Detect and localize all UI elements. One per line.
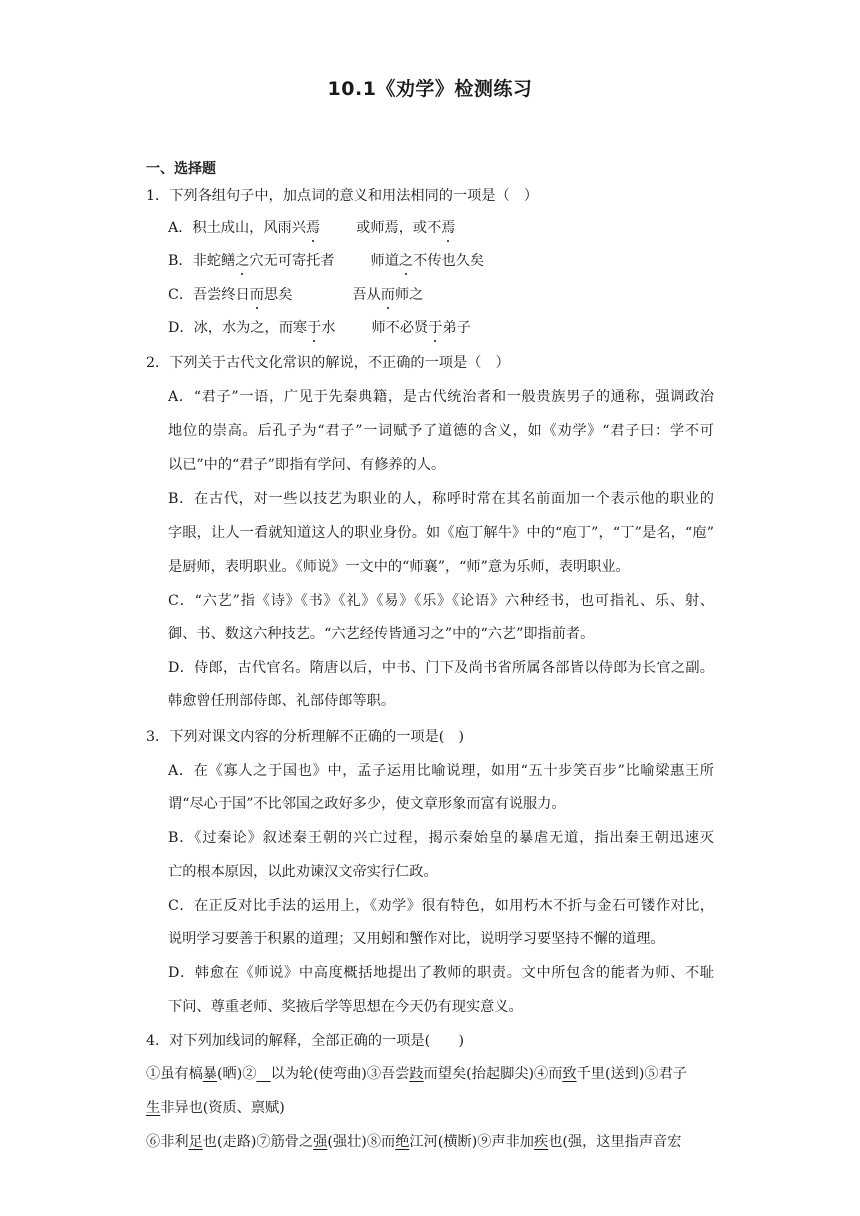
question-2-option-a-line: 地位的崇高。后孔子为“君子”一词赋予了道德的含义，如《劝学》“君子曰：学不可 [168,423,714,439]
question-2-option-b-line: 是厨师，表明职业。《师说》一文中的“师襄”，“师”意为乐师，表明职业。 [168,559,630,575]
option-text: 师之 [394,287,424,303]
item-text: 江河(横断)⑨声非加 [409,1134,534,1150]
underlined-word: 暴 [202,1066,217,1082]
option-text: B．非蛇鳝 [168,253,236,269]
underlined-word: 疾 [533,1134,549,1150]
question-3-option-a-line: 谓“尽心于国”不比邻国之政好多少，使文章形象而富有说服力。 [168,796,566,812]
item-text: 也(强，这里指声音宏 [548,1134,682,1150]
underlined-word: 生 [146,1100,161,1116]
item-text: 以为轮(使弯曲)③吾尝 [270,1066,410,1082]
dotted-word: 而 [249,287,264,303]
underlined-word: 足 [188,1134,203,1150]
underlined-word: 跂 [409,1066,424,1082]
option-text: 水 [321,320,336,336]
question-2-option-c-line: C．“六艺”指《诗》《书》《礼》《易》《乐》《论语》六种经书，也可指礼、乐、射、 [168,593,714,609]
dotted-word: 焉 [305,220,321,236]
item-text: ⑥非利 [146,1134,189,1150]
underlined-word: 致 [562,1066,577,1082]
option-text: 师不必贤 [371,320,429,336]
option-text: 或师焉，或不 [356,220,442,236]
option-text: A．积土成山，风雨兴 [168,220,306,236]
item-text: 非异也(资质、禀赋) [160,1100,285,1116]
option-text: 吾从 [352,287,381,303]
question-1-option-c [168,285,423,305]
question-1-option-d [168,318,471,338]
question-4-stem: 4．对下列加线词的解释，全部正确的一项是( ) [146,1033,465,1049]
page-title: 10.1《劝学》检测练习 [327,78,533,100]
question-3-option-b-line: B．《过秦论》叙述秦王朝的兴亡过程，揭示秦始皇的暴虐无道，指出秦王朝迅速灭 [168,830,714,846]
dotted-word: 焉 [441,220,456,236]
underlined-blank [256,1066,270,1082]
item-text: (晒)② [216,1066,257,1082]
dotted-word: 而 [380,287,395,303]
question-2-option-a-line: A．“君子”一语，广见于先秦典籍，是古代统治者和一般贵族男子的通称，强调政治 [168,389,714,405]
option-text: 师道 [370,253,399,269]
question-3-option-b-line: 亡的根本原因，以此劝谏汉文帝实行仁政。 [168,864,438,880]
question-1-stem: 1．下列各组句子中，加点词的意义和用法相同的一项是（ ） [146,188,539,204]
option-text: 不传也久矣 [413,253,485,269]
question-2-option-a-line: 以已”中的“君子”即指有学问、有修养的人。 [168,457,446,473]
option-text: C．吾尝终日 [168,287,250,303]
question-2-option-d-line: D．侍郎，古代官名。隋唐以后，中书、门下及尚书省所属各部皆以侍郎为长官之副。 [168,660,714,676]
question-2-option-b-line: B．在古代，对一些以技艺为职业的人，称呼时常在其名前面加一个表示他的职业的 [168,491,714,507]
section-heading: 一、选择题 [146,161,216,177]
question-1-option-a [168,218,455,238]
question-3-option-c-line: 说明学习要善于积累的道理；又用蚓和蟹作对比，说明学习要坚持不懈的道理。 [168,931,665,947]
underlined-word: 强 [313,1134,328,1150]
question-2-option-b-line: 字眼，让人一看就知道这人的职业身份。如《庖丁解牛》中的“庖丁”，“丁”是名，“庖” [168,525,714,541]
question-2-option-d-line: 韩愈曾任刑部侍郎、礼部侍郎等职。 [168,693,396,709]
question-3-option-d-line: D．韩愈在《师说》中高度概括地提出了教师的职责。文中所包含的能者为师、不耻 [168,965,714,981]
question-3-option-d-line: 下问、尊重老师、奖掖后学等思想在今天仍有现实意义。 [168,999,523,1015]
question-3-option-a-line: A．在《寡人之于国也》中，孟子运用比喻说理，如用“五十步笑百步”比喻梁惠王所 [168,763,714,779]
dotted-word: 于 [307,320,322,336]
question-4-items-line [146,1098,285,1118]
question-3-option-c-line: C．在正反对比手法的运用上，《劝学》很有特色，如用朽木不折与金石可镂作对比， [168,898,714,914]
item-text: 而望矣(抬起脚尖)④而 [423,1066,563,1082]
question-2-option-c-line: 御、书、数这六种技艺。“六艺经传皆通习之”中的“六艺”即指前者。 [168,626,595,642]
option-text: 穴无可寄托者 [249,253,335,269]
option-text: 弟子 [442,320,471,336]
question-3-stem: 3．下列对课文内容的分析理解不正确的一项是( ) [146,729,465,745]
option-text: 思矣 [264,287,293,303]
dotted-word: 于 [428,320,443,336]
question-1-option-b [168,251,484,271]
dotted-word: 之 [235,253,250,269]
underlined-word: 绝 [395,1134,410,1150]
question-4-items-line [146,1132,681,1152]
question-4-items-line [146,1064,687,1084]
option-text: D．冰，水为之，而寒 [168,320,308,336]
item-text: 也(走路)⑦筋骨之 [202,1134,314,1150]
dotted-word: 之 [398,253,414,269]
item-text: ①虽有槁 [146,1066,203,1082]
question-2-stem: 2．下列关于古代文化常识的解说，不正确的一项是（ ） [146,355,510,371]
item-text: (强壮)⑧而 [327,1134,396,1150]
item-text: 千里(送到)⑤君子 [576,1066,687,1082]
